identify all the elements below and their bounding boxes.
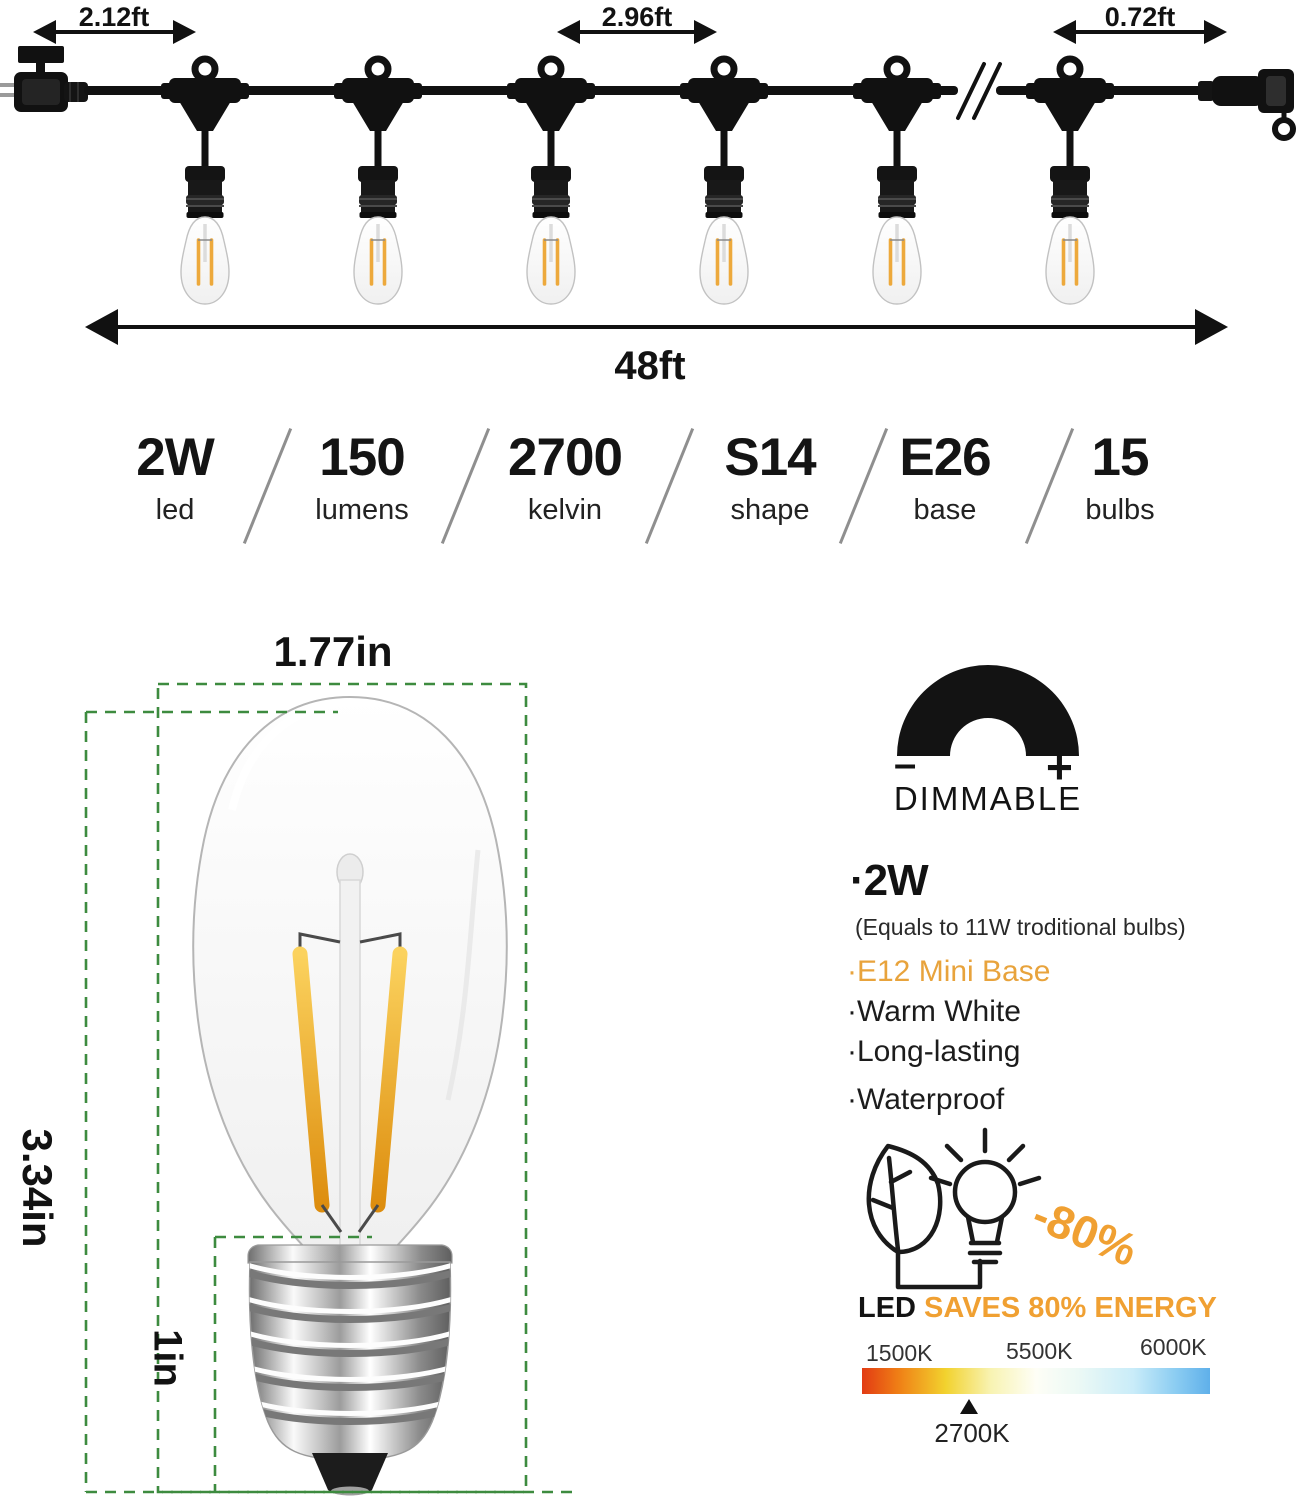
spec-kelvin [490, 430, 640, 527]
hanging-bulb [507, 59, 595, 304]
dimmer-plus-sign: + [1046, 741, 1073, 793]
hanging-bulb [334, 59, 422, 304]
spec-label: base [913, 493, 977, 526]
spec-label: led [155, 493, 195, 526]
spec-value: S14 [724, 428, 816, 487]
scale-max-label: 6000K [1140, 1334, 1207, 1360]
bulb-screw-base [244, 1245, 456, 1496]
measurement-plug-to-first: 2.12ft [78, 2, 150, 32]
feature-item-waterproof: ·Waterproof [847, 1083, 1005, 1116]
scale-min-label: 1500K [866, 1340, 933, 1366]
energy-badge: -80% [1025, 1187, 1145, 1277]
wattage-note: (Equals to 11W troditional bulbs) [855, 914, 1186, 940]
hanging-bulb [853, 59, 941, 304]
spec-value: 15 [1091, 428, 1149, 487]
string-light-illustration [0, 20, 1294, 345]
dimmable-label: DIMMABLE [893, 780, 1083, 817]
power-plug [0, 46, 88, 112]
spec-label: kelvin [527, 493, 603, 526]
scale-mid-label: 5500K [1006, 1338, 1073, 1364]
spec-value: E26 [899, 428, 991, 487]
dimmer-minus-sign: – [894, 742, 917, 786]
feature-item-base: ·E12 Mini Base [847, 955, 1051, 988]
feature-list [847, 952, 1050, 1120]
spec-value: 150 [319, 428, 405, 487]
color-temperature-bar [862, 1368, 1210, 1394]
hanging-bulb [161, 59, 249, 304]
measurement-total-length: 48ft [614, 344, 686, 388]
spec-value: 2W [136, 428, 214, 487]
measurement-between-sockets: 2.96ft [601, 2, 673, 32]
arrow-48ft [85, 309, 1228, 345]
spec-value: 2700 [508, 428, 622, 487]
base-height-label: 1in [145, 1329, 190, 1387]
feature-item-warm-white: ·Warm White [847, 995, 1021, 1028]
spec-label: shape [730, 493, 810, 526]
energy-savings-line [858, 1292, 1217, 1325]
selected-temperature-marker [960, 1399, 978, 1414]
spec-lumens [287, 430, 437, 527]
spec-label: lumens [315, 493, 409, 526]
spec-wattage [100, 430, 250, 527]
measurement-last-to-end: 0.72ft [1104, 2, 1176, 32]
bulb-height-label: 3.34in [14, 1128, 61, 1248]
hanging-bulb [680, 59, 768, 304]
spec-base [870, 430, 1020, 527]
feature-item-long-lasting: ·Long-lasting [847, 1035, 1021, 1068]
energy-saving-icon [869, 1130, 1039, 1287]
end-connector [1198, 69, 1294, 138]
bulb-width-label: 1.77in [273, 628, 393, 675]
spec-shape [695, 430, 845, 527]
wattage-heading: ·2W [850, 856, 928, 905]
selected-temperature-label: 2700K [934, 1418, 1010, 1448]
energy-savings-text: SAVES 80% ENERGY [916, 1292, 1217, 1324]
spec-label: bulbs [1085, 493, 1155, 526]
wire-break-mark [958, 64, 1000, 118]
energy-led-text: LED [858, 1292, 916, 1324]
hanging-bulb [1026, 59, 1114, 304]
